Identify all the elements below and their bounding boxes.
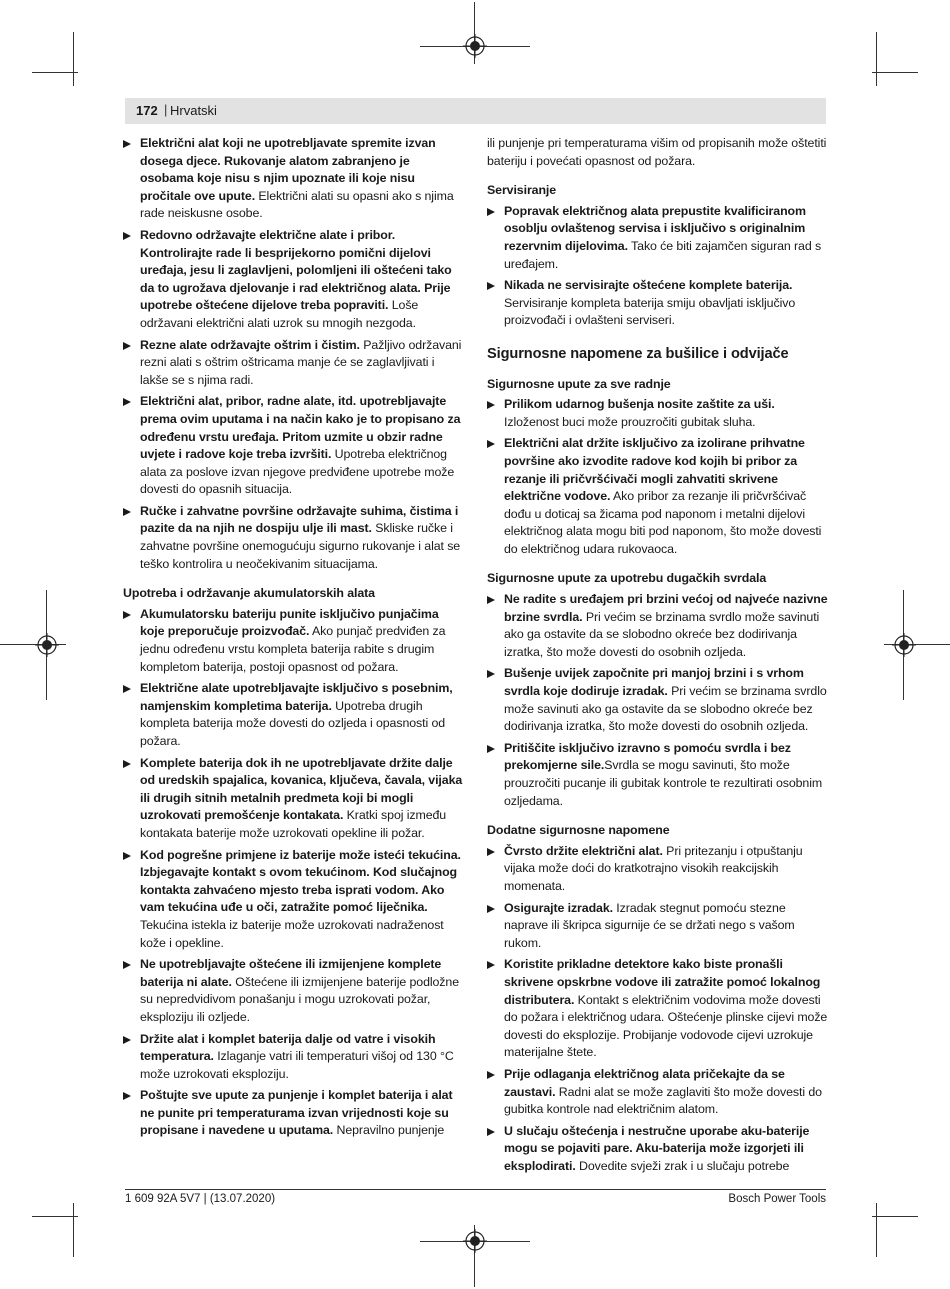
bullet-bold-text: Prije odlaganja električnog alata pričekajte da se zaustavi. <box>504 1066 785 1099</box>
registration-target-icon <box>463 1229 487 1253</box>
bullet-arrow-icon <box>123 852 131 860</box>
bullet-text: Dovedite svježi zrak i u slučaju potrebe <box>575 1158 790 1173</box>
bullet-arrow-icon <box>487 670 495 678</box>
bullet-item <box>123 956 463 1026</box>
bullet-arrow-icon <box>487 1128 495 1136</box>
header-separator: | <box>164 102 168 117</box>
bullet-item <box>123 755 463 843</box>
section-heading: Upotreba i održavanje akumulatorskih alata <box>123 586 375 601</box>
bullet-item <box>487 203 828 273</box>
footer-rule <box>125 1189 826 1190</box>
bullet-bold-text: Ne upotrebljavajte oštećene ili izmijenjene komplete baterija ni alate. <box>140 957 442 989</box>
bullet-arrow-icon <box>123 611 131 619</box>
bullet-bold-text: Držite alat i komplet baterija dalje od vatre i visokih temperatura. <box>140 1031 436 1064</box>
bullet-text: Skliske ručke i zahvatne površine onemogućuju sigurno rukovanje i alat se teško kontrolira u neočekivanim situacijama. <box>140 521 461 571</box>
bullet-bold-text: Koristite prikladne detektore kako biste pronašli skrivene opskrbne vodove ili zatražite pomoć lokalnog distributera. <box>504 957 821 1007</box>
page-header <box>125 98 826 124</box>
bullet-bold-text: Redovno održavajte električne alate i pribor. Kontrolirajte rade li besprijekorno pomični dijelovi uređaja, jesu li zaglavljeni, polomljeni ili oštećeni tako da to ugrožava djelovanje i rad električnog alata. Prije upotrebe oštećene dijelove treba popraviti. <box>140 227 452 313</box>
bullet-arrow-icon <box>487 905 495 913</box>
footer-doc-number: 1 609 92A 5V7 | (13.07.2020) <box>125 1193 276 1205</box>
header-language: Hrvatski <box>170 103 217 118</box>
bullet-arrow-icon <box>487 208 495 216</box>
bullet-bold-text: U slučaju oštećenja i nestručne uporabe aku-baterije mogu se pojaviti pare. Aku-baterija može izgorjeti ili eksplodirati. <box>504 1123 810 1173</box>
bullet-arrow-icon <box>487 282 495 290</box>
bullet-item <box>487 1066 828 1119</box>
registration-target-icon <box>463 34 487 58</box>
bullet-item <box>123 135 463 223</box>
section-heading: Servisiranje <box>487 183 557 198</box>
bullet-item <box>123 227 463 333</box>
bullet-item <box>487 396 828 431</box>
bullet-bold-text: Ne radite s uređajem pri brzini većoj od najveće nazivne brzine svrdla. <box>504 592 828 624</box>
bullet-arrow-icon <box>123 342 131 350</box>
bullet-bold-text: Električni alat koji ne upotrebljavate spremite izvan dosega djece. Rukovanje alatom zabranjeno je osobama koje nisu s njim upoznate ili koje nisu pročitale ove upute. <box>140 136 436 203</box>
bullet-bold-text: Rezne alate održavajte oštrim i čistim. <box>140 337 360 352</box>
bullet-bold-text: Osigurajte izradak. <box>504 900 613 915</box>
bullet-arrow-icon <box>123 140 131 148</box>
bullet-item <box>123 680 463 750</box>
section-heading: Sigurnosne upute za upotrebu dugačkih svrdala <box>487 571 767 586</box>
left-column <box>123 135 463 1144</box>
bullet-arrow-icon <box>123 232 131 240</box>
bullet-arrow-icon <box>123 398 131 406</box>
bullet-arrow-icon <box>123 961 131 969</box>
bullet-arrow-icon <box>487 745 495 753</box>
bullet-arrow-icon <box>487 440 495 448</box>
bullet-text: Svrdla se mogu savinuti, što može prouzročiti pucanje ili gubitak kontrole te rezultirati osobnim ozljedama. <box>504 758 823 808</box>
bullet-text: Tekućina istekla iz baterije može uzrokovati nadraženost kože i opekline. <box>140 917 444 950</box>
bullet-text: Upotreba električnog alata za poslove izvan njegove predviđene upotrebe može dovesti do opasnih situacija. <box>140 447 455 497</box>
footer-brand: Bosch Power Tools <box>728 1193 826 1205</box>
bullet-text: Izloženost buci može prouzročiti gubitak sluha. <box>504 414 756 429</box>
bullet-arrow-icon <box>123 760 131 768</box>
bullet-item <box>487 1123 828 1176</box>
bullet-bold-text: Akumulatorsku bateriju punite isključivo punjačima koje preporučuje proizvođač. <box>140 606 439 639</box>
bullet-text: Pri pritezanju i otpuštanju vijaka može doći do kratkotrajno visokih reakcijskih momenata. <box>504 843 803 893</box>
bullet-arrow-icon <box>123 1036 131 1044</box>
bullet-text: Električni alati su opasni ako s njima rade neiskusne osobe. <box>140 188 454 221</box>
bullet-bold-text: Popravak električnog alata prepustite kvalificiranom osoblju ovlaštenog servisa i isključivo s originalnim rezervnim dijelovima. <box>504 203 806 253</box>
bullet-text: Pažljivo održavani rezni alati s oštrim oštricama manje će se zaglavljivati i lakše se s njima radi. <box>140 337 462 387</box>
bullet-text: Kratki spoj između kontakata baterije može uzrokovati opekline ili požar. <box>140 808 447 840</box>
bullet-bold-text: Pritiščite isključivo izravno s pomoću svrdla i bez prekomjerne sile. <box>504 740 791 773</box>
bullet-item <box>487 591 828 661</box>
bullet-item <box>487 956 828 1062</box>
bullet-item <box>123 606 463 676</box>
bullet-arrow-icon <box>487 848 495 856</box>
bullet-bold-text: Čvrsto držite električni alat. <box>504 843 663 858</box>
bullet-arrow-icon <box>487 1071 495 1079</box>
bullet-item <box>487 665 828 735</box>
bullet-arrow-icon <box>123 1092 131 1100</box>
bullet-text: Oštećene ili izmijenjene baterije podložne su nepredvidivom ponašanju i mogu uzrokovati požar, eksploziju ili ozljede. <box>140 974 459 1024</box>
bullet-bold-text: Električni alat, pribor, radne alate, itd. upotrebljavajte prema ovim uputama i na način kako je to propisano za određenu vrstu uređaja. Pritom uzmite u obzir radne uvjete i radove koje treba izvršiti. <box>140 394 461 462</box>
bullet-arrow-icon <box>123 685 131 693</box>
section-heading: Sigurnosne upute za sve radnje <box>487 376 671 391</box>
bullet-arrow-icon <box>123 508 131 516</box>
bullet-bold-text: Električne alate upotrebljavajte isključivo s posebnim, namjenskim kompletima baterija. <box>140 681 453 713</box>
bullet-item <box>487 843 828 896</box>
bullet-bold-text: Bušenje uvijek započnite pri manjoj brzini i s vrhom svrdla koje dodiruje izradak. <box>504 666 804 699</box>
paragraph: ili punjenje pri temperaturama višim od propisanih može oštetiti bateriju i povećati opasnost od požara. <box>487 136 827 168</box>
bullet-item <box>123 847 463 953</box>
bullet-item <box>123 337 463 390</box>
bullet-item <box>487 277 828 330</box>
bullet-text: Ako punjač predviđen za jednu određenu vrstu kompleta baterija rabite s drugim kompletom baterija, postoji opasnost od požara. <box>140 624 446 674</box>
registration-target-icon <box>892 633 916 657</box>
bullet-text: Tako će biti zajamčen siguran rad s uređajem. <box>504 238 822 271</box>
bullet-item <box>123 393 463 499</box>
bullet-text: Radni alat se može zaglaviti što može dovesti do gubitka kontrole nad električnim alatom. <box>504 1084 822 1117</box>
registration-target-icon <box>35 633 59 657</box>
bullet-item <box>487 900 828 953</box>
bullet-text: Pri većim se brzinama svrdlo može savinuti ako ga ostavite da se slobodno okreće bez dodirivanja izratka, što može dovesti do osobnih ozljeda. <box>504 684 827 734</box>
bullet-bold-text: Kod pogrešne primjene iz baterije može isteći tekućina. Izbjegavajte kontakt s ovom tekućinom. Kod slučajnog kontakta zahvaćeno mjesto treba isprati vodom. Ako vam tekućina uđe u oči, zatražite pomoć liječnika. <box>140 847 461 915</box>
bullet-bold-text: Poštujte sve upute za punjenje i komplet baterija i alat ne punite pri temperaturama izvan vrijednosti koje su propisane i navedene u uputama. <box>140 1088 453 1138</box>
bullet-item <box>123 1031 463 1084</box>
bullet-bold-text: Ručke i zahvatne površine održavajte suhima, čistima i pazite da na njih ne dospiju ulje ili mast. <box>140 503 459 536</box>
chapter-heading: Sigurnosne napomene za bušilice i odvijače <box>487 345 789 362</box>
bullet-text: Izradak stegnut pomoću stezne naprave ili škripca sigurnije će se držati nego s vašom rukom. <box>504 900 795 950</box>
bullet-text: Kontakt s električnim vodovima može dovesti do požara i električnog udara. Oštećenje plinske cijevi može dovesti do eksplozije. Probijanje vodovode cijevi uzrokuje materijalne štete. <box>504 992 828 1060</box>
bullet-item <box>123 503 463 573</box>
bullet-arrow-icon <box>487 961 495 969</box>
bullet-text: Loše održavani električni alati uzrok su mnogih nezgoda. <box>140 298 419 330</box>
bullet-arrow-icon <box>487 596 495 604</box>
bullet-text: Servisiranje kompleta baterija smiju obavljati isključivo proizvođači i ovlašteni serviseri. <box>504 295 796 328</box>
bullet-bold-text: Nikada ne servisirajte oštećene komplete baterija. <box>504 278 793 293</box>
bullet-item <box>123 1087 463 1140</box>
bullet-item <box>487 435 828 558</box>
bullet-item <box>487 740 828 810</box>
bullet-bold-text: Električni alat držite isključivo za izolirane prihvatne površine ako izvodite radove kod kojih bi pribor za rezanje ili pričvršćivači mogli zahvatiti skrivene električne vodove. <box>504 436 805 504</box>
bullet-bold-text: Prilikom udarnog bušenja nosite zaštite za uši. <box>504 397 775 412</box>
bullet-text: Upotreba drugih kompleta baterija može dovesti do ozljeda i opasnosti od požara. <box>140 698 446 748</box>
bullet-text: Izlaganje vatri ili temperaturi višoj od 130 °C može uzrokovati eksploziju. <box>140 1049 454 1081</box>
section-heading: Dodatne sigurnosne napomene <box>487 823 670 838</box>
bullet-arrow-icon <box>487 401 495 409</box>
bullet-bold-text: Komplete baterija dok ih ne upotrebljavate držite dalje od uredskih spajalica, kovanica, ključeva, čavala, vijaka ili drugih sitnih metalnih predmeta koji bi mogli uzrokovati premošćenje kontakata. <box>140 755 463 823</box>
right-column <box>487 135 828 1179</box>
bullet-text: Nepravilno punjenje <box>333 1123 445 1138</box>
bullet-text: Ako pribor za rezanje ili pričvršćivač dođu u doticaj sa žicama pod naponom i metalni dijelovi električnog alata mogu biti pod naponom, što može dovesti do električnog udara rukovaoca. <box>504 489 822 556</box>
page-number: 172 <box>136 103 158 118</box>
bullet-text: Pri većim se brzinama svrdlo može savinuti ako ga ostavite da se slobodno okreće bez dodirivanja izratka, što može dovesti do osobnih ozljeda. <box>504 609 820 659</box>
